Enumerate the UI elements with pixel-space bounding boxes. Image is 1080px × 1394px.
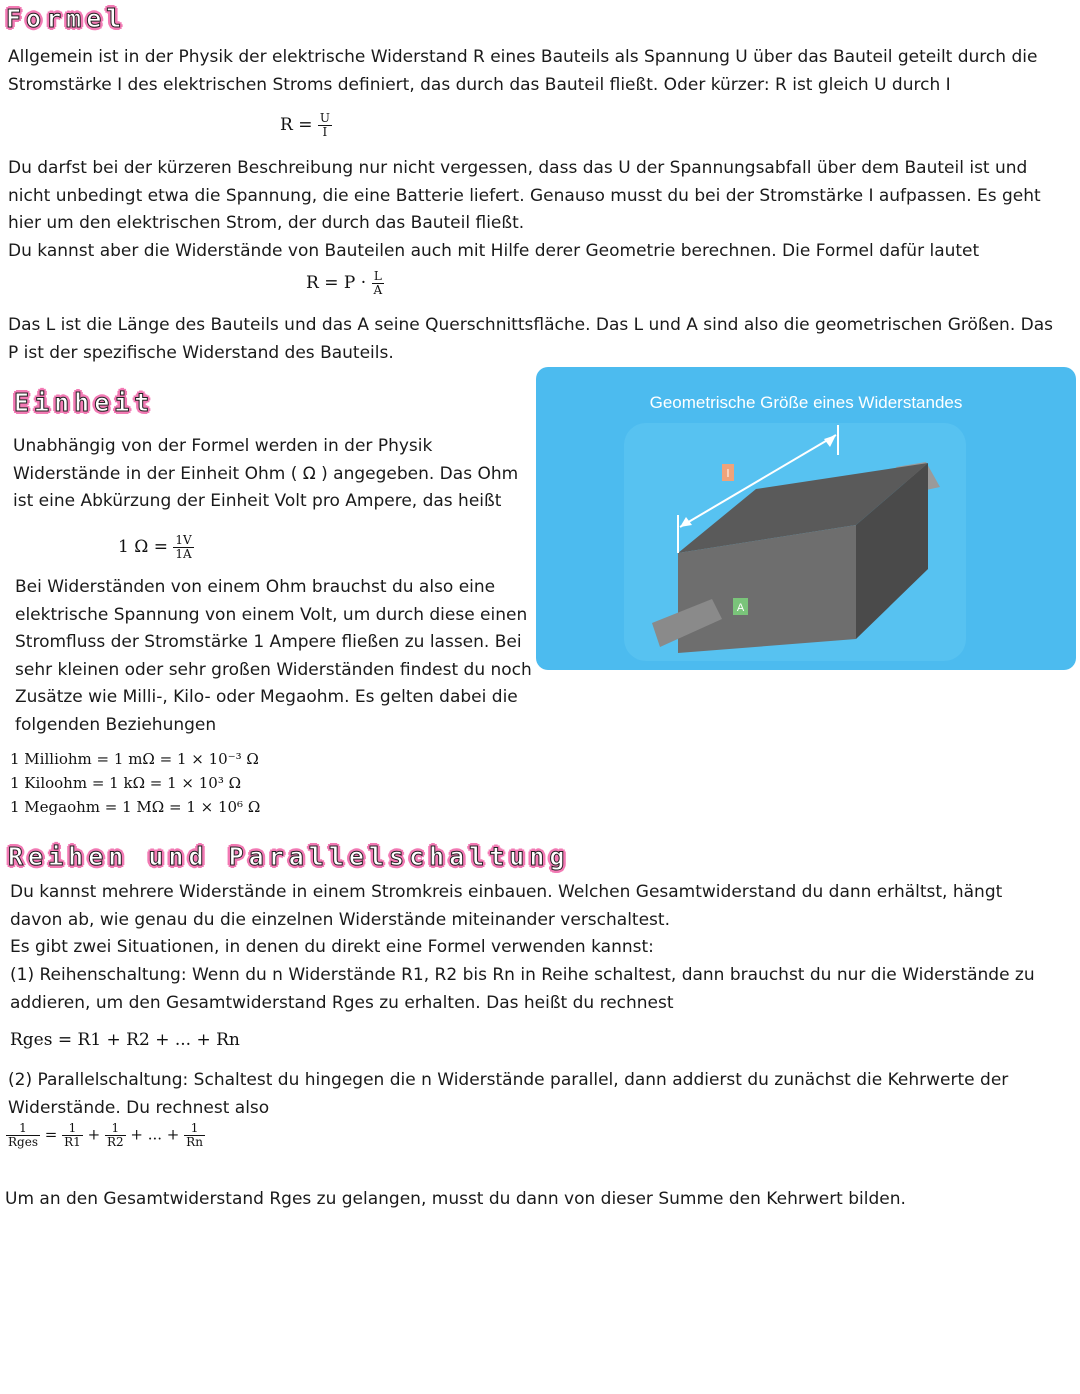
relation-megaohm: 1 Megaohm = 1 MΩ = 1 × 10⁶ Ω <box>10 798 261 816</box>
schaltung-paragraph-5: Um an den Gesamtwiderstand Rges zu gelangen, musst du dann von dieser Summe den Kehrwert bilden. <box>5 1189 906 1209</box>
formula-geometric-resistance: R = P · $\frac{L}{A}$ <box>306 269 383 297</box>
formel-paragraph-2: Du darfst bei der kürzeren Beschreibung nur nicht vergessen, dass das U der Spannungsabfall über dem Bauteil ist und nicht unbedingt etwa die Spannung, die eine Batterie liefert. Genauso musst du bei der Stromstärke I aufpassen. Es geht hier um den elektrischen Strom, der durch das Bauteil fließt. <box>8 158 1041 233</box>
relation-kiloohm: 1 Kiloohm = 1 kΩ = 1 × 10³ Ω <box>10 774 242 792</box>
einheit-paragraph-1: Unabhängig von der Formel werden in der Physik Widerstände in der Einheit Ohm ( Ω ) angegeben. Das Ohm ist eine Abkürzung der Einheit Volt pro Ampere, das heißt <box>13 436 519 511</box>
schaltung-paragraph-1: Du kannst mehrere Widerstände in einem Stromkreis einbauen. Welchen Gesamtwiderstand du dann erhältst, hängt davon ab, wie genau du die einzelnen Widerstände miteinander verschaltest. <box>10 882 1003 930</box>
label-l: l <box>726 468 730 480</box>
formula-r-equals-u-over-i: R = $\frac{U}{I}$ <box>280 111 330 139</box>
schaltung-paragraph-2: Es gibt zwei Situationen, in denen du direkt eine Formel verwenden kannst: <box>10 937 654 957</box>
heading-formel: Formel <box>6 4 127 33</box>
formula-ohm-definition: 1 Ω = $\frac{1V}{1A}$ <box>118 533 192 561</box>
formel-paragraph-3: Du kannst aber die Widerstände von Bauteilen auch mit Hilfe derer Geometrie berechnen. Die Formel dafür lautet <box>8 241 980 261</box>
formel-paragraph-4: Das L ist die Länge des Bauteils und das A seine Querschnittsfläche. Das L und A sind also die geometrischen Größen. Das P ist der spezifische Widerstand des Bauteils. <box>8 315 1054 363</box>
schaltung-paragraph-4: (2) Parallelschaltung: Schaltest du hingegen die n Widerstände parallel, dann addierst du zunächst die Kehrwerte der Widerstände. Du rechnest also <box>8 1070 1009 1118</box>
heading-schaltung: Reihen und Parallelschaltung <box>8 842 570 871</box>
resistor-geometry-figure <box>536 367 1076 670</box>
einheit-paragraph-2: Bei Widerständen von einem Ohm brauchst du also eine elektrische Spannung von einem Volt, um durch diese einen Stromfluss der Stromstärke 1 Ampere fließen zu lassen. Bei sehr kleinen oder sehr großen Widerständen findest du noch Zusätze wie Milli-, Kilo- oder Megaohm. Es gelten dabei die folgenden Beziehungen <box>15 577 532 735</box>
schaltung-paragraph-3: (1) Reihenschaltung: Wenn du n Widerstände R1, R2 bis Rn in Reihe schaltest, dann brauchst du nur die Widerstände zu addieren, um den Gesamtwiderstand Rges zu erhalten. Das heißt du rechnest <box>10 965 1035 1013</box>
label-a: A <box>736 602 745 614</box>
formel-paragraph-1: Allgemein ist in der Physik der elektrische Widerstand R eines Bauteils als Spannung U über das Bauteil geteilt durch die Stromstärke I des elektrischen Stroms definiert, das durch das Bauteil fließt. Oder kürzer: R ist gleich U durch I <box>8 47 1038 95</box>
formula-series-resistance: Rges = R1 + R2 + ... + Rn <box>10 1030 240 1050</box>
heading-einheit: Einheit <box>14 388 155 417</box>
formula-parallel-resistance: $\frac{1}{\text{Rges}}$ = $\frac{1}{R1}$ + $\frac{1}{R2}$ + ... + $\frac{1}{Rn}$ <box>8 1121 203 1149</box>
resistor-illustration <box>536 367 1076 670</box>
figure-title: Geometrische Größe eines Widerstandes <box>649 393 963 412</box>
relation-milliohm: 1 Milliohm = 1 mΩ = 1 × 10⁻³ Ω <box>10 750 259 768</box>
